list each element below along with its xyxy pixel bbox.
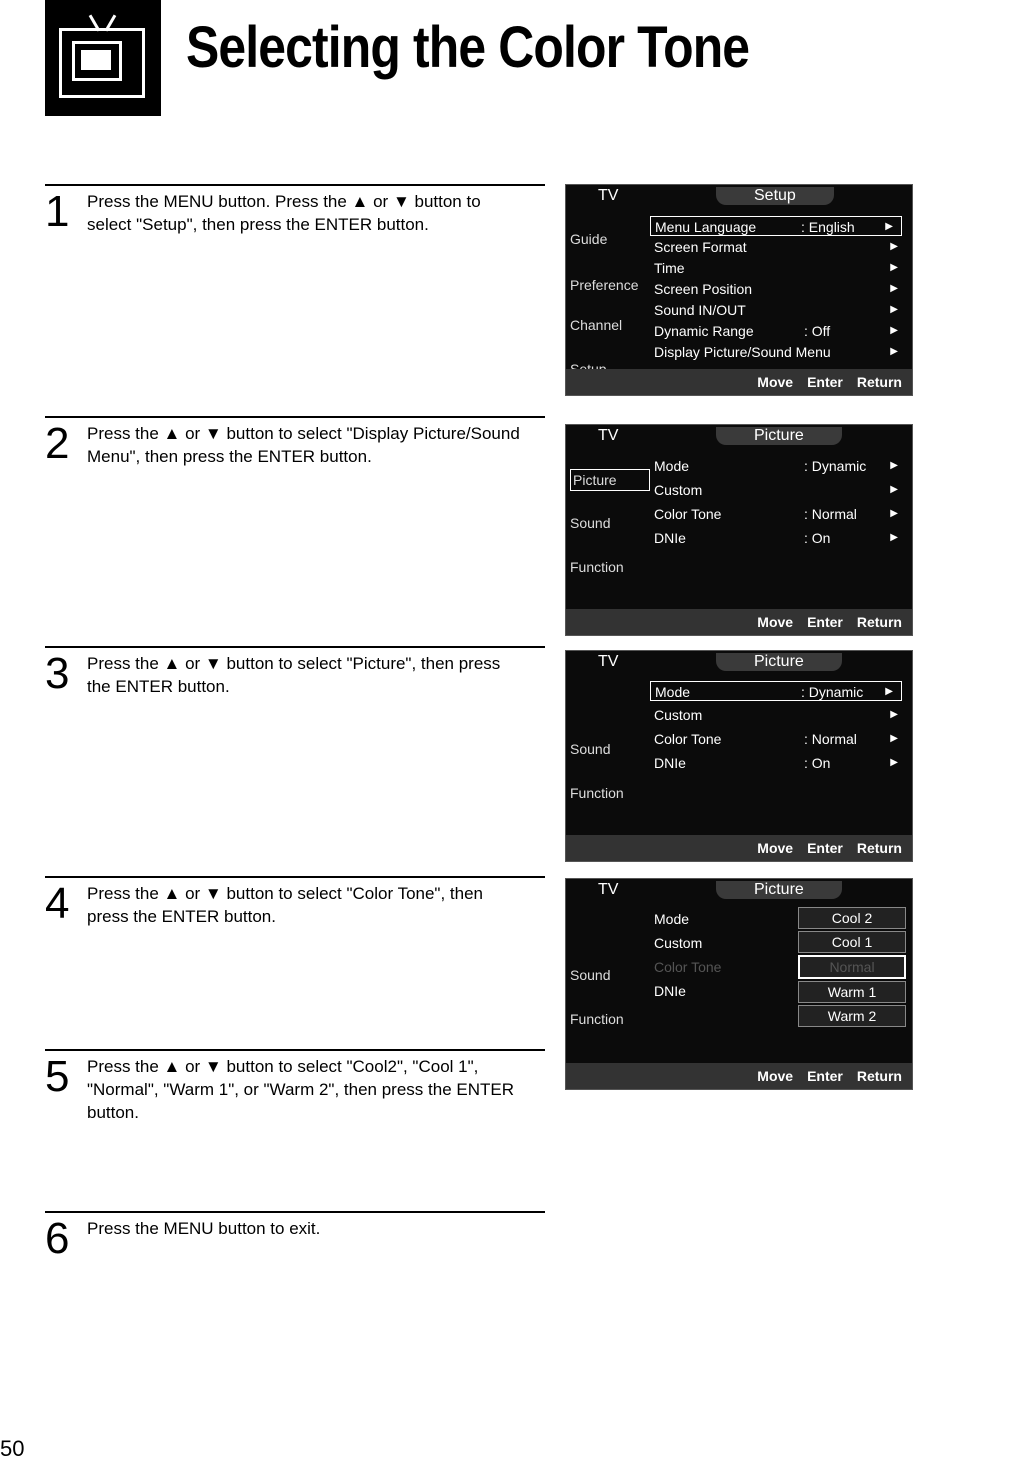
step-6 [45,1211,545,1263]
osd-item: Color Tone [654,959,722,975]
option-cool2: Cool 2 [798,907,906,929]
step-number: 3 [45,649,70,698]
osd-item: Mode : Dynamic ▶ [654,458,898,474]
osd-side-sound: Sound [570,741,611,757]
osd-side-guide: Guide [570,231,608,247]
osd-side-picture: Picture [570,469,650,491]
osd-item: Mode [654,911,690,927]
osd-item: Dynamic Range : Off ▶ [654,323,898,339]
osd-tv-label: TV [598,187,619,204]
step-text: Press the ▲ or ▼ button to select "Display Picture/Sound Menu", then press the ENTER button. [87,424,520,466]
step-4 [45,876,545,928]
osd-side-sound: Sound [570,515,611,531]
osd-item: Screen Format ▶ [654,239,898,255]
osd-tv-label: TV [598,881,619,898]
osd-menu-title: Picture [716,653,842,671]
step-text: Press the MENU button to exit. [87,1219,321,1238]
tv-icon [45,0,161,116]
osd-menu-title: Setup [716,187,834,205]
step-3 [45,646,545,698]
osd-item: DNIe [654,983,686,999]
osd-menu-title: Picture [716,881,842,899]
osd-side-preference: Preference [570,277,639,293]
step-text: Press the ▲ or ▼ button to select "Color Tone", then press the ENTER button. [87,884,483,926]
option-warm2: Warm 2 [798,1005,906,1027]
step-number: 4 [45,879,70,928]
osd-item: Menu Language : English ▶ [650,216,902,236]
osd-menu-title: Picture [716,427,842,445]
step-number: 1 [45,187,70,236]
osd-tv-label: TV [598,427,619,444]
osd-side-function: Function [570,1011,624,1027]
option-warm1: Warm 1 [798,981,906,1003]
step-text: Press the ▲ or ▼ button to select "Cool2", "Cool 1", "Normal", "Warm 1", or "Warm 2", then press the ENTER button. [87,1057,514,1122]
osd-picture-screen-2 [565,650,913,862]
option-cool1: Cool 1 [798,931,906,953]
osd-item: DNIe : On ▶ [654,530,898,546]
osd-item: Time ▶ [654,260,898,276]
osd-footer: Move Enter Return [566,1063,912,1089]
option-normal: Normal [798,955,906,979]
osd-item: Custom [654,935,703,951]
osd-side-function: Function [570,785,624,801]
osd-footer: Move Enter Return [566,835,912,861]
osd-item: Screen Position ▶ [654,281,898,297]
osd-side-sound: Sound [570,967,611,983]
step-number: 5 [45,1052,70,1101]
page-number: 50 [0,1436,25,1461]
osd-color-tone-screen [565,878,913,1090]
osd-item: Color Tone : Normal ▶ [654,506,898,522]
osd-setup-screen [565,184,913,396]
step-1 [45,184,545,236]
step-text: Press the MENU button. Press the ▲ or ▼ button to select "Setup", then press the ENTER button. [87,192,481,234]
osd-footer: Move Enter Return [566,609,912,635]
step-5 [45,1049,545,1122]
osd-item: Sound IN/OUT ▶ [654,302,898,318]
color-tone-options [798,907,906,1029]
osd-item: Custom ▶ [654,707,898,723]
step-2 [45,416,545,468]
osd-item: Mode : Dynamic ▶ [650,681,902,701]
osd-tv-label: TV [598,653,619,670]
osd-side-channel: Channel [570,317,623,333]
osd-item: Custom ▶ [654,482,898,498]
osd-side-function: Function [570,559,624,575]
osd-item: Color Tone : Normal ▶ [654,731,898,747]
step-text: Press the ▲ or ▼ button to select "Picture", then press the ENTER button. [87,654,501,696]
page-title: Selecting the Color Tone [186,15,750,80]
osd-picture-screen-1 [565,424,913,636]
step-number: 2 [45,419,70,468]
osd-item: DNIe : On ▶ [654,755,898,771]
osd-item: Display Picture/Sound Menu ▶ [654,344,898,360]
step-number: 6 [45,1214,70,1263]
osd-footer: Move Enter Return [566,369,912,395]
